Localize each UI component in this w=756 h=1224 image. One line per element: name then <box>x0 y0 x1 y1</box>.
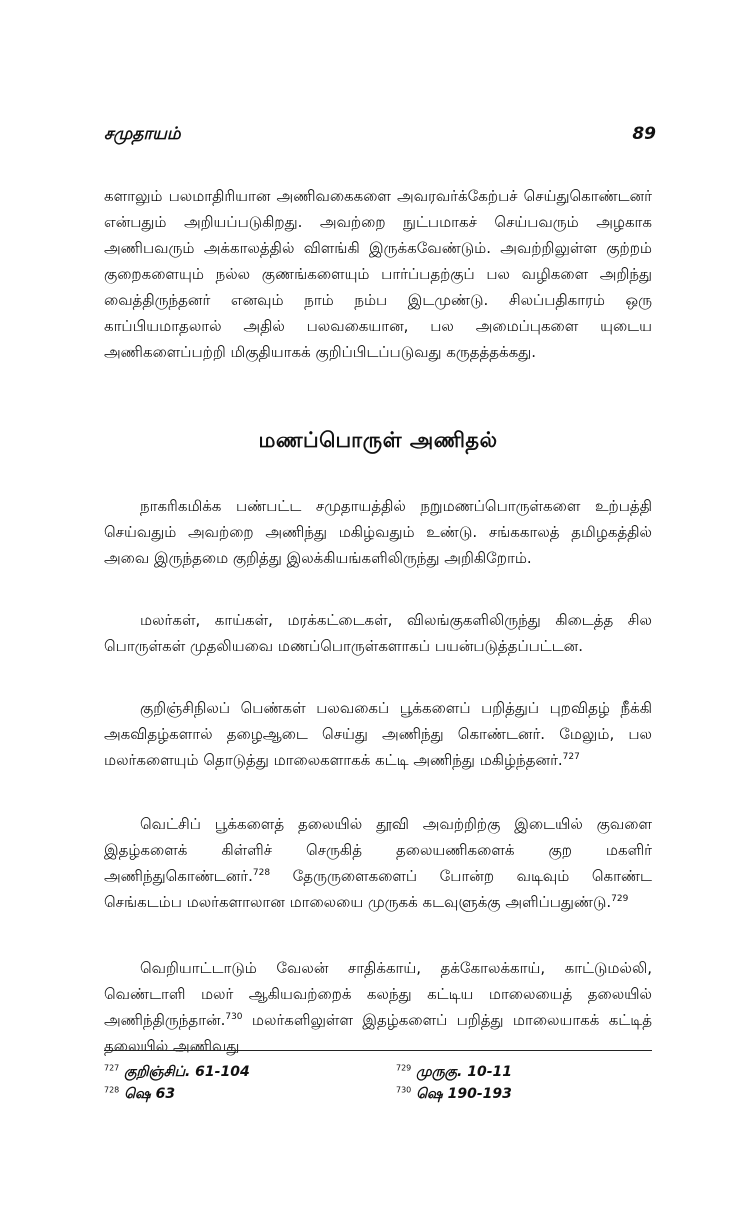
footnote-ref: 727 <box>562 752 580 762</box>
footnote-item <box>104 1064 250 1082</box>
paragraph-text: தேருருளைகளைப் போன்ற வடிவும் கொண்ட செங்கடம்ப மலர்களாலான மாலையை முருகக் கடவுளுக்கு அளிப்பதுண்டு. <box>104 867 652 911</box>
footnote-number: 727 <box>104 1063 120 1073</box>
footnote-ref: 728 <box>252 868 271 878</box>
footnote-number: 730 <box>396 1085 412 1095</box>
intro-paragraph: களாலும் பலமாதிரியான அணிவகைகளை அவரவர்க்கேற்பச் செய்துகொண்டனர் என்பதும் அறியப்படுகிறது. அவற்றை நுட்பமாகச் செய்பவரும் அழகாக அணிபவரும் அக்காலத்தில் விளங்கி இருக்கவேண்டும். அவற்றிலுள்ள குற்றம் குறைகளையும் நல்ல குணங்களையும் பார்ப்பதற்குப் பல வழிகளை அறிந்து வைத்திருந்தனர் எனவும் நாம் நம்ப இடமுண்டு. சிலப்பதிகாரம் ஒரு காப்பியமாதலால் அதில் பலவகையான, பல அமைப்புகளை யுடைய அணிகளைப்பற்றி மிகுதியாகக் குறிப்பிடப்படுவது கருதத்தக்கது. <box>104 187 652 361</box>
paragraph-text: குறிஞ்சிநிலப் பெண்கள் பலவகைப் பூக்களைப் பறித்துப் புறவிதழ் நீக்கி அகவிதழ்களால் தழைஆடை செய்து அணிந்து கொண்டனர். மேலும், பல மலர்களையும் தொடுத்து மாலைகளாகக் கட்டி அணிந்து மகிழ்ந்தனர். <box>104 699 652 769</box>
footnote-ref: 729 <box>611 894 629 904</box>
footnote-text: முருகு. 10-11 <box>416 1064 513 1080</box>
paragraph-perfume-sources: மலர்கள், காய்கள், மரக்கட்டைகள், விலங்குகளிலிருந்து கிடைத்த சில பொருள்கள் முதலியவை மணப்பொருள்களாகப் பயன்படுத்தப்பட்டன. <box>104 611 652 655</box>
footnote-item <box>396 1086 512 1104</box>
footnote-divider <box>104 1050 652 1051</box>
footnote-ref: 730 <box>225 1012 243 1022</box>
paragraph-vetchi-flowers <box>104 811 652 915</box>
paragraph-kurinji-women <box>104 695 652 773</box>
footnote-text: ஷெ 63 <box>124 1086 176 1102</box>
paragraph-text: மலர்களிலுள்ள இதழ்களைப் பறித்து மாலையாகக் கட்டித் தலையில் அணிவது <box>104 1011 652 1055</box>
section-heading: மணப்பொருள் அணிதல் <box>258 428 498 452</box>
paragraph-text: வெறியாட்டாடும் வேலன் சாதிக்காய், தக்கோலக்காய், காட்டுமல்லி, வெண்டாளி மலர் ஆகியவற்றைக் கலந்து கட்டிய மாலையைத் தலையில் அணிந்திருந்தான். <box>104 959 652 1029</box>
footnotes <box>104 1060 652 1108</box>
footnote-item <box>104 1086 175 1104</box>
paragraph-perfume-production: நாகரிகமிக்க பண்பட்ட சமுதாயத்தில் நறுமணப்பொருள்களை உற்பத்தி செய்வதும் அவற்றை அணிந்து மகிழ்வதும் உண்டு. சங்ககாலத் தமிழகத்தில் அவை இருந்தமை குறித்து இலக்கியங்களிலிருந்து அறிகிறோம். <box>104 497 652 567</box>
running-title: சமுதாயம் <box>104 124 181 144</box>
running-head <box>104 124 656 150</box>
footnote-number: 729 <box>396 1063 412 1073</box>
footnote-text: ஷெ 190-193 <box>416 1086 512 1102</box>
page-number: 89 <box>632 124 656 144</box>
footnote-number: 728 <box>104 1085 120 1095</box>
paragraph-velan-garland <box>104 955 652 1059</box>
footnote-item <box>396 1064 512 1082</box>
footnote-text: குறிஞ்சிப். 61-104 <box>124 1064 250 1080</box>
paragraph-text: வெட்சிப் பூக்களைத் தலையில் தூவி அவற்றிற்கு இடையில் குவளை இதழ்களைக் கிள்ளிச் செருகித் தலையணிகளைக் குற மகளிர் அணிந்துகொண்டனர். <box>104 815 652 885</box>
